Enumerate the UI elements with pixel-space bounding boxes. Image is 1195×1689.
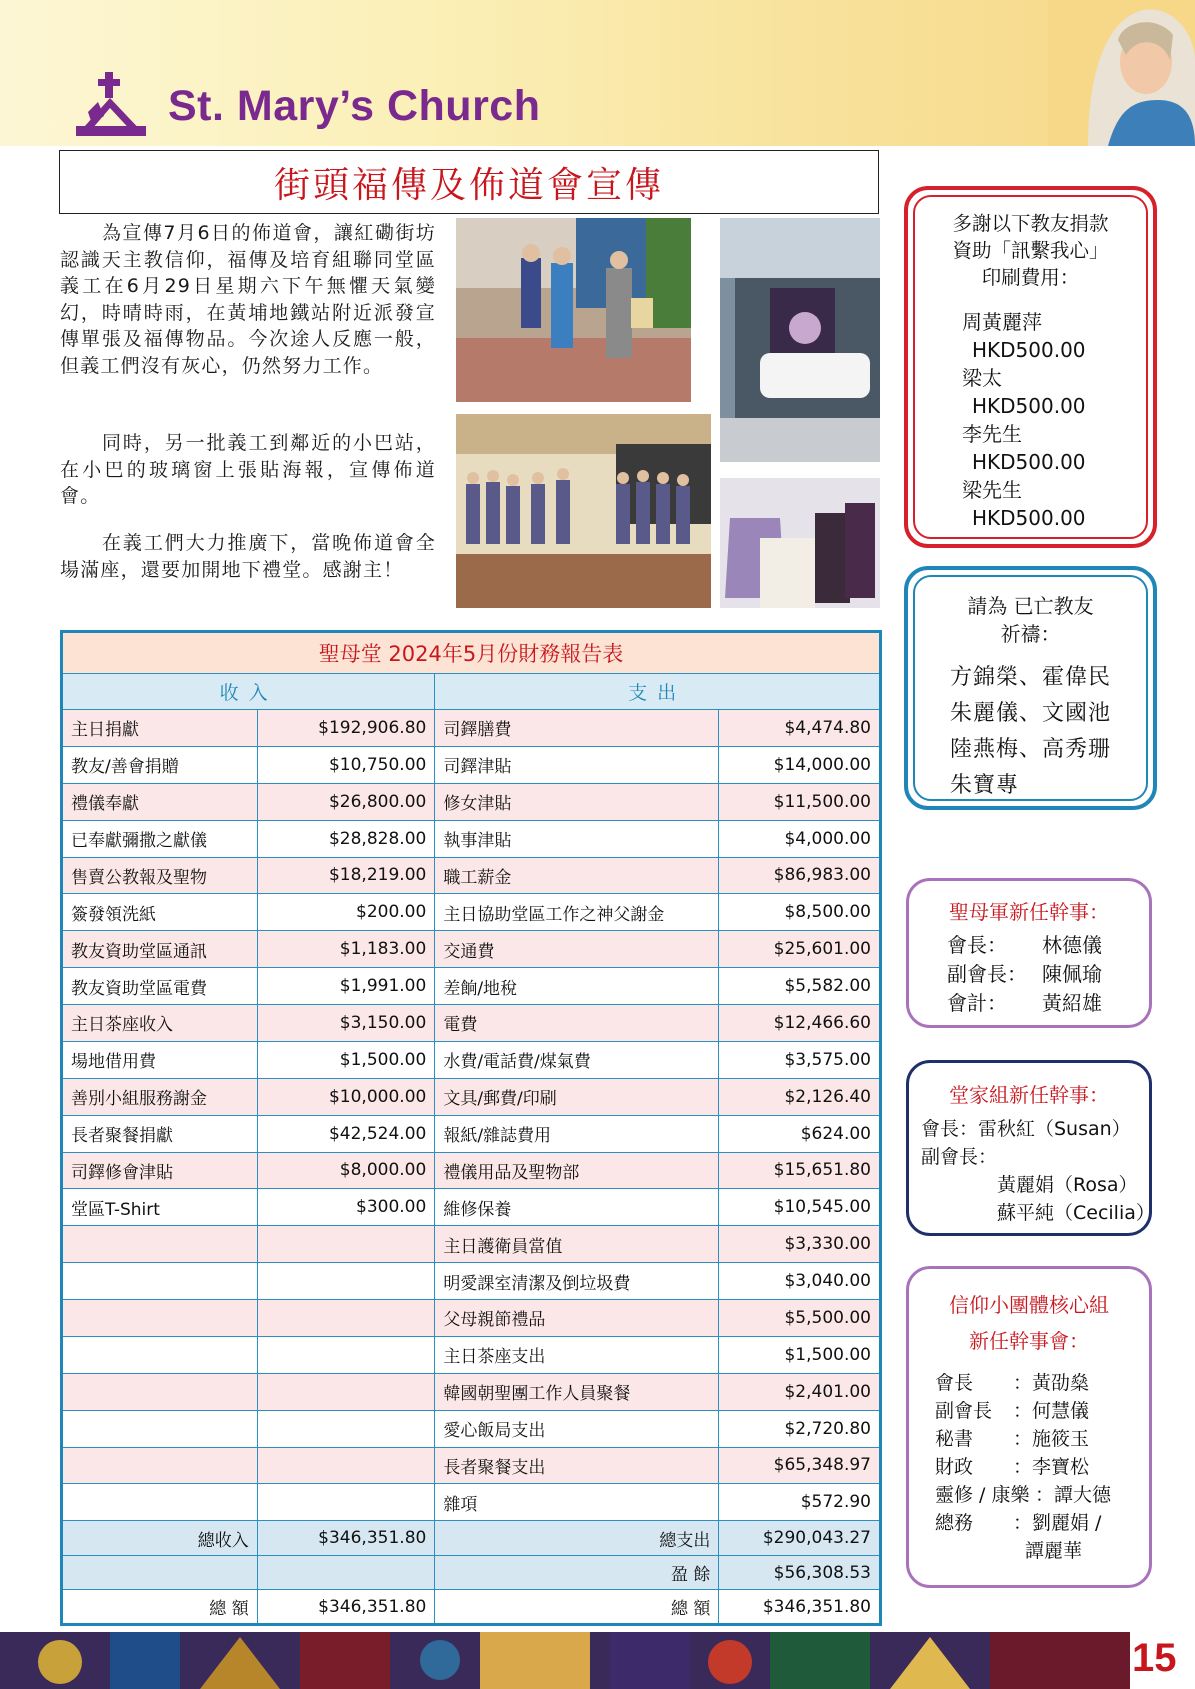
faith-officer-name: ：何慧儀 xyxy=(1013,1400,1090,1422)
donor-amount: HKD500.00 xyxy=(972,394,1086,418)
faith-role: 財政 xyxy=(935,1456,974,1478)
income-item-label: 售賣公教報及聖物 xyxy=(62,857,258,894)
income-item-label: 已奉獻彌撒之獻儀 xyxy=(62,820,258,857)
prayer-box xyxy=(904,566,1157,810)
income-item-label: 主日茶座收入 xyxy=(62,1005,258,1042)
expense-item-label: 司鐸津貼 xyxy=(435,746,719,783)
prayer-heading-line: 祈禱： xyxy=(1000,622,1061,646)
legion-role: 副會長： xyxy=(947,962,1027,986)
family-officer-line: 黃麗娟（Rosa） xyxy=(997,1174,1138,1196)
expense-item-amount: $3,575.00 xyxy=(719,1041,881,1078)
donor-amount: HKD500.00 xyxy=(972,506,1086,530)
expense-item-label: 長者聚餐支出 xyxy=(435,1447,719,1484)
faith-community-box xyxy=(906,1266,1152,1588)
total-expense-label: 總支出 xyxy=(435,1521,719,1556)
expense-item-amount: $4,474.80 xyxy=(719,710,881,747)
expense-item-label: 愛心飯局支出 xyxy=(435,1410,719,1447)
grand-total-expense-value: $346,351.80 xyxy=(719,1590,881,1625)
expense-item-label: 電費 xyxy=(435,1005,719,1042)
donor-amount: HKD500.00 xyxy=(972,450,1086,474)
expense-item-amount: $65,348.97 xyxy=(719,1447,881,1484)
faith-role: 會長 xyxy=(935,1372,974,1394)
expense-item-amount: $4,000.00 xyxy=(719,820,881,857)
faith-heading-line: 信仰小團體核心組 xyxy=(949,1293,1109,1317)
income-item-label: 教友資助堂區電費 xyxy=(62,968,258,1005)
gift-items-photo xyxy=(720,478,880,608)
donations-heading-line: 印刷費用： xyxy=(981,266,1080,289)
income-item-label xyxy=(62,1336,258,1373)
finance-report-title: 聖母堂 2024年5月份財務報告表 xyxy=(62,632,881,674)
finance-row xyxy=(62,1410,881,1447)
income-item-label: 簽發領洗紙 xyxy=(62,894,258,931)
donations-box xyxy=(904,186,1157,548)
article-paragraph-3: 在義工們大力推廣下，當晚佈道會全場滿座，還要加開地下禮堂。感謝主！ xyxy=(60,532,436,581)
income-item-amount: $10,000.00 xyxy=(257,1078,435,1115)
faith-role: 副會長 xyxy=(935,1400,993,1422)
finance-row xyxy=(62,1078,881,1115)
income-item-amount: $3,150.00 xyxy=(257,1005,435,1042)
income-item-label: 善別小組服務謝金 xyxy=(62,1078,258,1115)
income-item-label: 司鐸修會津貼 xyxy=(62,1152,258,1189)
income-item-amount: $1,183.00 xyxy=(257,931,435,968)
expense-item-amount: $2,126.40 xyxy=(719,1078,881,1115)
income-item-amount: $42,524.00 xyxy=(257,1115,435,1152)
expense-header: 支出 xyxy=(435,674,881,710)
expense-item-label: 水費/電話費/煤氣費 xyxy=(435,1041,719,1078)
finance-row xyxy=(62,968,881,1005)
income-item-label xyxy=(62,1263,258,1300)
legion-role: 會計： xyxy=(947,991,1007,1015)
faith-officer-name: ：劉麗娟 / xyxy=(1013,1512,1102,1534)
surplus-label: 盈 餘 xyxy=(435,1555,719,1590)
income-item-label xyxy=(62,1226,258,1263)
income-item-amount xyxy=(257,1263,435,1300)
income-item-amount: $1,991.00 xyxy=(257,968,435,1005)
article-title-box xyxy=(59,150,879,214)
income-item-label: 教友/善會捐贈 xyxy=(62,746,258,783)
expense-item-label: 主日護衛員當值 xyxy=(435,1226,719,1263)
family-heading: 堂家組新任幹事： xyxy=(949,1083,1109,1107)
finance-row xyxy=(62,710,881,747)
expense-item-amount: $10,545.00 xyxy=(719,1189,881,1226)
family-group-box xyxy=(906,1060,1155,1236)
finance-row xyxy=(62,857,881,894)
total-expense-value: $290,043.27 xyxy=(719,1521,881,1556)
faith-heading-line: 新任幹事會： xyxy=(969,1329,1089,1353)
income-item-label: 堂區T-Shirt xyxy=(62,1189,258,1226)
expense-item-label: 維修保養 xyxy=(435,1189,719,1226)
income-item-label xyxy=(62,1373,258,1410)
expense-item-amount: $1,500.00 xyxy=(719,1336,881,1373)
income-item-label xyxy=(62,1410,258,1447)
expense-item-label: 差餉/地稅 xyxy=(435,968,719,1005)
grand-total-income-value: $346,351.80 xyxy=(257,1590,435,1625)
expense-item-label: 執事津貼 xyxy=(435,820,719,857)
finance-row xyxy=(62,820,881,857)
street-volunteers-photo xyxy=(456,218,691,402)
donor-amount: HKD500.00 xyxy=(972,338,1086,362)
expense-item-amount: $8,500.00 xyxy=(719,894,881,931)
faith-officer-name: ：施筱玉 xyxy=(1013,1428,1090,1450)
church-logo-icon xyxy=(74,72,148,138)
finance-row xyxy=(62,894,881,931)
donor-name: 周黃麗萍 xyxy=(962,310,1042,334)
income-item-label xyxy=(62,1484,258,1521)
finance-report-table xyxy=(60,630,882,1626)
finance-row xyxy=(62,931,881,968)
total-income-value: $346,351.80 xyxy=(257,1521,435,1556)
faith-officer-name: ：譚大德 xyxy=(1035,1484,1112,1506)
expense-item-amount: $5,500.00 xyxy=(719,1300,881,1337)
income-item-amount: $28,828.00 xyxy=(257,820,435,857)
expense-item-label: 禮儀用品及聖物部 xyxy=(435,1152,719,1189)
income-item-amount xyxy=(257,1226,435,1263)
legion-role: 會長： xyxy=(947,933,1007,957)
faith-officer-name: 譚麗華 xyxy=(1025,1540,1083,1562)
finance-row xyxy=(62,1300,881,1337)
deceased-names-line: 方錦榮、霍偉民 xyxy=(950,665,1112,690)
faith-role: 秘書 xyxy=(935,1428,974,1450)
expense-item-amount: $14,000.00 xyxy=(719,746,881,783)
legion-officer-name: 陳佩瑜 xyxy=(1042,962,1102,986)
expense-item-amount: $624.00 xyxy=(719,1115,881,1152)
faith-officer-name: ：黃劭燊 xyxy=(1013,1372,1090,1394)
income-item-amount xyxy=(257,1300,435,1337)
expense-item-label: 主日協助堂區工作之神父謝金 xyxy=(435,894,719,931)
expense-item-label: 父母親節禮品 xyxy=(435,1300,719,1337)
expense-item-label: 報紙/雜誌費用 xyxy=(435,1115,719,1152)
deceased-names-line: 陸燕梅、高秀珊 xyxy=(950,737,1112,762)
expense-item-amount: $3,330.00 xyxy=(719,1226,881,1263)
legion-heading: 聖母軍新任幹事： xyxy=(949,900,1109,924)
family-officer-line: 副會長： xyxy=(921,1146,998,1168)
finance-row xyxy=(62,1373,881,1410)
finance-row xyxy=(62,1263,881,1300)
page-number: 15 xyxy=(1132,1636,1177,1680)
expense-item-label: 司鐸膳費 xyxy=(435,710,719,747)
page-header xyxy=(0,0,1195,146)
donations-heading-line: 多謝以下教友捐款 xyxy=(952,212,1109,235)
income-item-label xyxy=(62,1300,258,1337)
grand-total-expense-label: 總 額 xyxy=(435,1590,719,1625)
stained-glass-footer-image xyxy=(0,1632,1130,1689)
finance-row xyxy=(62,1336,881,1373)
expense-item-amount: $11,500.00 xyxy=(719,783,881,820)
expense-item-label: 交通費 xyxy=(435,931,719,968)
income-item-label: 教友資助堂區通訊 xyxy=(62,931,258,968)
finance-row xyxy=(62,783,881,820)
legion-officer-name: 黃紹雄 xyxy=(1042,991,1102,1015)
family-officer-line: 蘇平純（Cecilia） xyxy=(997,1202,1155,1224)
income-item-amount: $1,500.00 xyxy=(257,1041,435,1078)
expense-item-amount: $15,651.80 xyxy=(719,1152,881,1189)
income-item-amount: $26,800.00 xyxy=(257,783,435,820)
income-item-amount: $8,000.00 xyxy=(257,1152,435,1189)
legion-officer-name: 林德儀 xyxy=(1042,933,1102,957)
expense-item-label: 韓國朝聖團工作人員聚餐 xyxy=(435,1373,719,1410)
finance-row xyxy=(62,1041,881,1078)
deceased-names-line: 朱麗儀、文國池 xyxy=(950,701,1112,726)
church-name: St. Mary’s Church xyxy=(168,82,541,130)
donor-name: 梁太 xyxy=(962,366,1002,390)
income-item-label: 長者聚餐捐獻 xyxy=(62,1115,258,1152)
donor-name: 李先生 xyxy=(962,422,1022,446)
surplus-value: $56,308.53 xyxy=(719,1555,881,1590)
legion-of-mary-box xyxy=(906,878,1152,1028)
income-item-amount xyxy=(257,1373,435,1410)
expense-item-amount: $25,601.00 xyxy=(719,931,881,968)
income-item-amount xyxy=(257,1447,435,1484)
income-item-amount: $192,906.80 xyxy=(257,710,435,747)
income-item-amount: $300.00 xyxy=(257,1189,435,1226)
expense-item-amount: $12,466.60 xyxy=(719,1005,881,1042)
income-item-amount xyxy=(257,1484,435,1521)
article-title: 街頭福傳及佈道會宣傳 xyxy=(273,164,664,206)
donor-name: 梁先生 xyxy=(962,478,1022,502)
income-item-label: 禮儀奉獻 xyxy=(62,783,258,820)
finance-row xyxy=(62,1189,881,1226)
expense-item-amount: $5,582.00 xyxy=(719,968,881,1005)
minibus-poster-photo xyxy=(720,218,880,462)
total-income-label: 總收入 xyxy=(62,1521,258,1556)
expense-item-amount: $572.90 xyxy=(719,1484,881,1521)
expense-item-amount: $3,040.00 xyxy=(719,1263,881,1300)
expense-item-label: 雜項 xyxy=(435,1484,719,1521)
income-item-amount: $18,219.00 xyxy=(257,857,435,894)
finance-row xyxy=(62,1484,881,1521)
faith-role: 靈修 / 康樂 xyxy=(935,1484,1030,1506)
article-paragraph-1: 為宣傳7月6日的佈道會，讓紅磡街坊認識天主教信仰，福傳及培育組聯同堂區義工在6月29日星期六下午無懼天氣變幻，時晴時雨，在黃埔地鐵站附近派發宣傳單張及福傳物品。今次途人反應一般，但義工們沒有灰心，仍然努力工作。 xyxy=(60,222,436,377)
expense-item-label: 文具/郵費/印刷 xyxy=(435,1078,719,1115)
faith-officer-name: ：李寶松 xyxy=(1013,1456,1090,1478)
finance-row xyxy=(62,746,881,783)
finance-row xyxy=(62,1152,881,1189)
prayer-heading-line: 請為 已亡教友 xyxy=(967,594,1094,618)
donations-heading-line: 資助「訊繫我心」 xyxy=(952,239,1109,262)
income-item-label: 場地借用費 xyxy=(62,1041,258,1078)
deceased-names-line: 朱寶專 xyxy=(950,773,1020,798)
expense-item-label: 明愛課室清潔及倒垃圾費 xyxy=(435,1263,719,1300)
finance-row xyxy=(62,1226,881,1263)
income-item-label: 主日捐獻 xyxy=(62,710,258,747)
grand-total-income-label: 總 額 xyxy=(62,1590,258,1625)
income-item-amount xyxy=(257,1336,435,1373)
hall-group-photo xyxy=(456,414,711,608)
expense-item-label: 修女津貼 xyxy=(435,783,719,820)
income-item-amount: $200.00 xyxy=(257,894,435,931)
expense-item-amount: $86,983.00 xyxy=(719,857,881,894)
income-item-label xyxy=(62,1447,258,1484)
expense-item-label: 主日茶座支出 xyxy=(435,1336,719,1373)
family-officer-line: 會長：雷秋紅（Susan） xyxy=(921,1118,1131,1140)
income-item-amount: $10,750.00 xyxy=(257,746,435,783)
finance-row xyxy=(62,1447,881,1484)
finance-row xyxy=(62,1005,881,1042)
article-paragraph-2: 同時，另一批義工到鄰近的小巴站，在小巴的玻璃窗上張貼海報，宣傳佈道會。 xyxy=(60,432,436,507)
income-item-amount xyxy=(257,1410,435,1447)
expense-item-label: 職工薪金 xyxy=(435,857,719,894)
faith-role: 總務 xyxy=(935,1512,974,1534)
expense-item-amount: $2,720.80 xyxy=(719,1410,881,1447)
finance-row xyxy=(62,1115,881,1152)
expense-item-amount: $2,401.00 xyxy=(719,1373,881,1410)
virgin-mary-statue-image xyxy=(1048,0,1195,146)
income-header: 收入 xyxy=(62,674,435,710)
